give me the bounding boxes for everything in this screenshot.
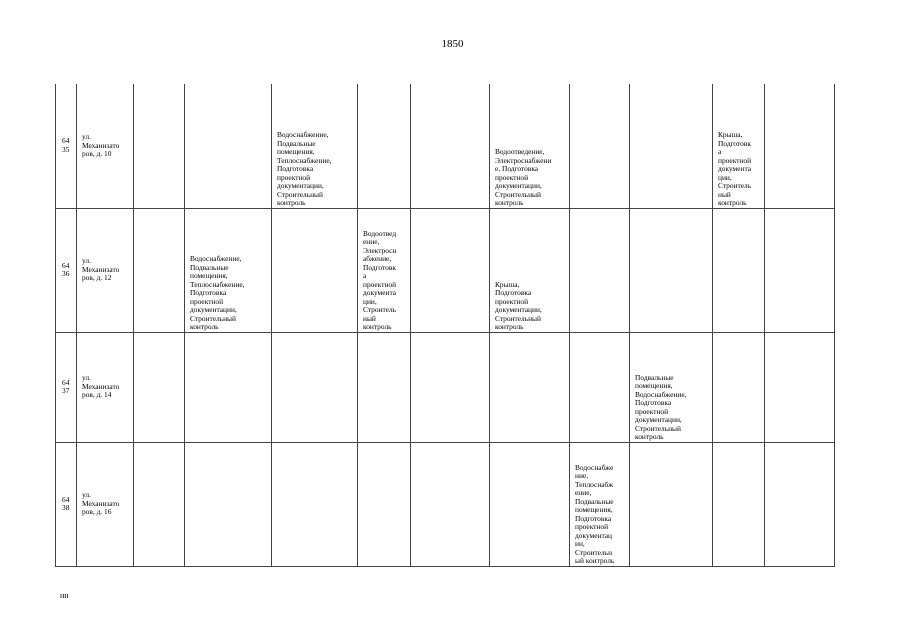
table-cell <box>272 332 358 442</box>
works-schedule-table <box>55 84 835 567</box>
row-number: 64 38 <box>56 442 77 566</box>
table-cell <box>134 442 185 566</box>
table-cell <box>134 332 185 442</box>
table-cell <box>570 332 630 442</box>
footer-mark: нн <box>60 591 69 600</box>
table-cell <box>272 442 358 566</box>
table-cell <box>630 208 713 332</box>
table-cell <box>490 442 570 566</box>
table-cell <box>358 84 411 208</box>
table-cell: Подвальные помещения, Водоснабжение, Подготовка проектной документации, Строительный контроль <box>630 332 713 442</box>
table-cell: Водоотведение, Электроснабжени е, Подготовка проектной документации, Строительный контроль <box>490 84 570 208</box>
table-cell <box>713 208 765 332</box>
table-cell <box>630 84 713 208</box>
table-row <box>56 442 835 566</box>
row-number: 64 37 <box>56 332 77 442</box>
table-cell <box>185 84 272 208</box>
table-cell <box>570 84 630 208</box>
table-cell <box>765 84 835 208</box>
table-cell <box>630 442 713 566</box>
table-cell: Водоснабжение, Подвальные помещения, Теплоснабжение, Подготовка проектной документации, Строительный контроль <box>185 208 272 332</box>
table-cell: Водоснабжение, Подвальные помещения, Теплоснабжение, Подготовка проектной документации, Строительный контроль <box>272 84 358 208</box>
table-cell <box>411 332 490 442</box>
table-cell <box>185 332 272 442</box>
address-cell: ул. Механизато ров, д. 10 <box>77 84 134 208</box>
table-cell <box>490 332 570 442</box>
address-cell: ул. Механизато ров, д. 12 <box>77 208 134 332</box>
table-row <box>56 332 835 442</box>
table-cell <box>411 442 490 566</box>
table-cell <box>765 442 835 566</box>
address-cell: ул. Механизато ров, д. 14 <box>77 332 134 442</box>
table-cell: Водоотвед ение, Электросн абжение, Подготовк а проектной документа ции, Строитель ный контроль <box>358 208 411 332</box>
table-cell <box>358 442 411 566</box>
address-cell: ул. Механизато ров, д. 16 <box>77 442 134 566</box>
table-cell <box>570 208 630 332</box>
page-number: 1850 <box>441 38 464 50</box>
table-row <box>56 84 835 208</box>
table-cell <box>272 208 358 332</box>
table-cell: Крыша, Подготовк а проектной документа ции, Строитель ный контроль <box>713 84 765 208</box>
table-cell <box>185 442 272 566</box>
table-cell <box>765 332 835 442</box>
table-cell <box>765 208 835 332</box>
table-cell <box>358 332 411 442</box>
table-cell: Водоснабже ние, Теплоснабж ение, Подвальные помещения, Подготовка проектной документац ии, Строительн ый контроль <box>570 442 630 566</box>
table-cell <box>134 84 185 208</box>
table-cell <box>411 84 490 208</box>
table-cell: Крыша, Подготовка проектной документации, Строительный контроль <box>490 208 570 332</box>
row-number: 64 35 <box>56 84 77 208</box>
table-row <box>56 208 835 332</box>
table-cell <box>411 208 490 332</box>
row-number: 64 36 <box>56 208 77 332</box>
table-cell <box>713 442 765 566</box>
table-cell <box>713 332 765 442</box>
table-cell <box>134 208 185 332</box>
